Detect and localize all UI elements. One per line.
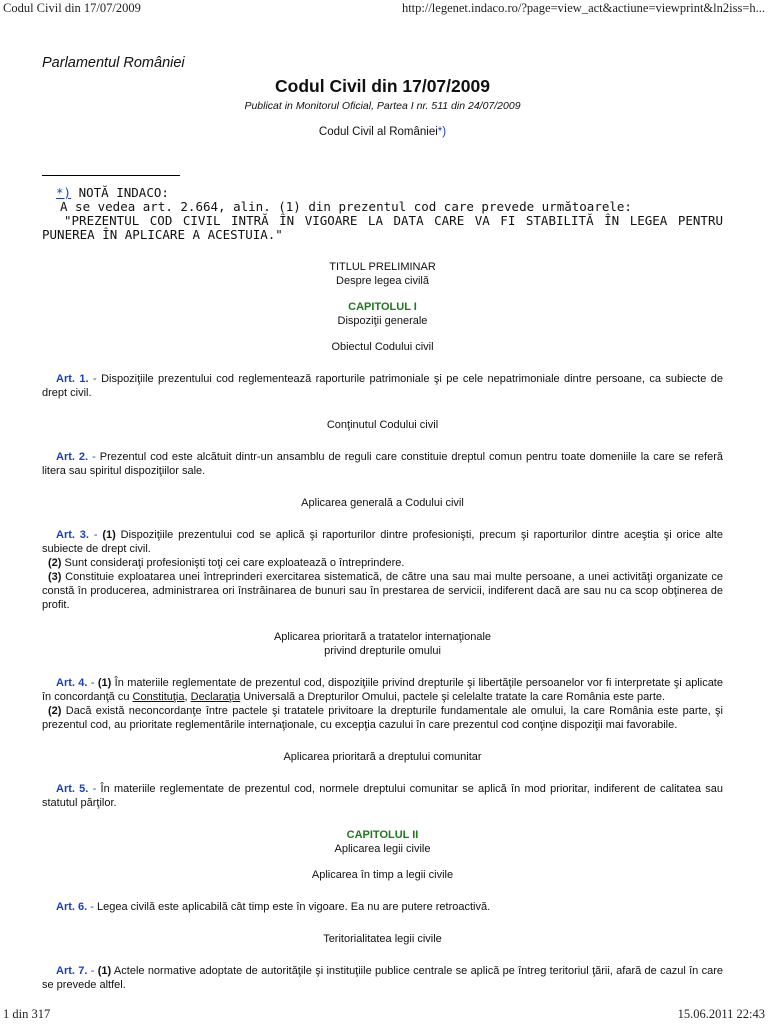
article-number[interactable]: Art. 5. (56, 783, 89, 795)
article-dash: - (92, 451, 96, 463)
article-number[interactable]: Art. 2. (56, 451, 89, 463)
article-6 (42, 900, 723, 914)
short-title-text: Codul Civil al României (318, 126, 438, 138)
paragraph-number: (3) (48, 571, 62, 583)
section-heading: Aplicarea în timp a legii civile (311, 869, 454, 881)
article-number[interactable]: Art. 4. (56, 677, 88, 689)
paragraph-number: (1) (97, 965, 112, 977)
paragraph-text: Sunt consideraţi profesionişti toţi cei care exploatează o întreprindere. (61, 557, 405, 569)
article-dash: - (90, 677, 95, 689)
article-1 (42, 372, 723, 400)
article-dash: - (92, 373, 97, 385)
article-2 (42, 450, 723, 478)
print-footer (0, 1004, 768, 1024)
article-number[interactable]: Art. 1. (56, 373, 89, 385)
section-heading: Aplicarea prioritară a tratatelor internaţionale (273, 631, 492, 643)
short-title (42, 126, 723, 138)
article-dash: - (90, 901, 94, 913)
section-heading: Aplicarea generală a Codului civil (301, 497, 464, 509)
document-title: Codul Civil din 17/07/2009 (275, 76, 490, 96)
note-heading (42, 186, 723, 200)
note-reference: A se vedea art. 2.664, alin. (1) din prezentul cod care prevede următoarele: (60, 199, 632, 214)
note-title: NOTĂ INDACO: (71, 185, 169, 200)
note-marker[interactable]: *) (56, 185, 72, 200)
document-body (42, 55, 723, 992)
paragraph-number: (1) (97, 677, 112, 689)
paragraph-text: Dacă există neconcordanţe între pactele şi tratatele privitoare la drepturile fundamentale ale omului, la care România este parte, şi prezentul cod, au prioritate reglementările internaţionale, cu excepţia cazului în care prezentul cod conţine dispoziţii mai favorabile. (42, 705, 723, 731)
print-header (0, 0, 768, 19)
paragraph-text: În materiile reglementate de prezentul cod, dispoziţiile privind drepturile şi libertăţile persoanelor vor fi interpretate şi aplicate în concordanţă cu (42, 677, 723, 703)
article-text: Legea civilă este aplicabilă cât timp este în vigoare. Ea nu are putere retroactivă. (96, 901, 491, 913)
footnote-link[interactable]: *) (437, 126, 447, 138)
chapter-2-heading[interactable]: CAPITOLUL II (346, 829, 419, 841)
article-dash: - (90, 965, 95, 977)
print-header-title: Codul Civil din 17/07/2009 (3, 1, 141, 15)
declaration-link[interactable]: Declaraţia (190, 691, 241, 703)
article-3 (42, 528, 723, 612)
article-number[interactable]: Art. 6. (56, 901, 88, 913)
title-heading: TITLUL PRELIMINAR (329, 261, 436, 273)
title-subheading: Despre legea civilă (336, 275, 429, 287)
chapter-1-heading[interactable]: CAPITOLUL I (348, 301, 417, 313)
print-timestamp: 15.06.2011 22:43 (677, 1007, 765, 1021)
article-dash: - (92, 783, 97, 795)
article-5 (42, 782, 723, 810)
section-heading: Conţinutul Codului civil (326, 419, 439, 431)
section-heading-line-2: privind drepturile omului (324, 645, 441, 657)
article-dash: - (93, 529, 98, 541)
paragraph-text: , (184, 691, 191, 703)
article-text: Prezentul cod este alcătuit dintr-un ansamblu de reguli care constituie dreptul comun pentru toate domeniile la care se referă litera sau spiritul dispoziţiilor sale. (42, 451, 723, 477)
chapter-1-subheading: Dispoziţii generale (337, 315, 428, 327)
note-quote: "PREZENTUL COD CIVIL INTRĂ ÎN VIGOARE LA DATA CARE VA FI STABILITĂ ÎN LEGEA PENTRU PUNEREA ÎN APLICARE A ACESTUIA." (42, 213, 723, 242)
paragraph-text: Actele normative adoptate de autorităţile şi instituţiile publice centrale se aplică pe întreg teritoriul ţării, afară de cazul în care se prevede altfel. (42, 965, 723, 991)
page-counter: 1 din 317 (3, 1007, 51, 1021)
indaco-note (42, 186, 723, 242)
footnote-divider (42, 175, 180, 176)
paragraph-number: (2) (48, 705, 62, 717)
section-heading: Aplicarea prioritară a dreptului comunitar (283, 751, 482, 763)
section-heading: Obiectul Codului civil (331, 341, 434, 353)
print-header-url: http://legenet.indaco.ro/?page=view_act&actiune=viewprint&ln2iss=h... (401, 1, 765, 15)
chapter-2-subheading: Aplicarea legii civile (334, 843, 431, 855)
publication-info: Publicat in Monitorul Oficial, Partea I nr. 511 din 24/07/2009 (244, 100, 521, 112)
constitution-link[interactable]: Constituţia (132, 691, 185, 703)
issuer: Parlamentul României (42, 55, 185, 71)
paragraph-number: (2) (48, 557, 62, 569)
section-heading: Teritorialitatea legii civile (323, 933, 442, 945)
paragraph-text: Universală a Drepturilor Omului, pactele şi celelalte tratate la care România este parte. (240, 691, 666, 703)
article-number[interactable]: Art. 7. (56, 965, 88, 977)
paragraph-number: (1) (102, 529, 116, 541)
paragraph-text: Constituie exploatarea unei întreprinderi exercitarea sistematică, de către una sau mai multe persoane, a unei activităţi organizate ce constă în producerea, administrarea ori înstrăinarea de bunuri sau în prestarea de servicii, indiferent dacă are sau nu ca scop obţinerea de profit. (42, 571, 723, 611)
article-4 (42, 676, 723, 732)
paragraph-text: Dispoziţiile prezentului cod se aplică şi raporturilor dintre profesionişti, precum şi raporturilor dintre aceştia şi orice alte subiecte de drept civil. (42, 529, 723, 555)
article-text: Dispoziţiile prezentului cod reglementează raporturile patrimoniale şi pe cele nepatrimoniale dintre persoane, ca subiecte de drept civil. (42, 373, 723, 399)
article-7 (42, 964, 723, 992)
article-number[interactable]: Art. 3. (56, 529, 89, 541)
article-text: În materiile reglementate de prezentul cod, normele dreptului comunitar se aplică în mod prioritar, indiferent de calitatea sau statutul părţilor. (42, 783, 723, 809)
